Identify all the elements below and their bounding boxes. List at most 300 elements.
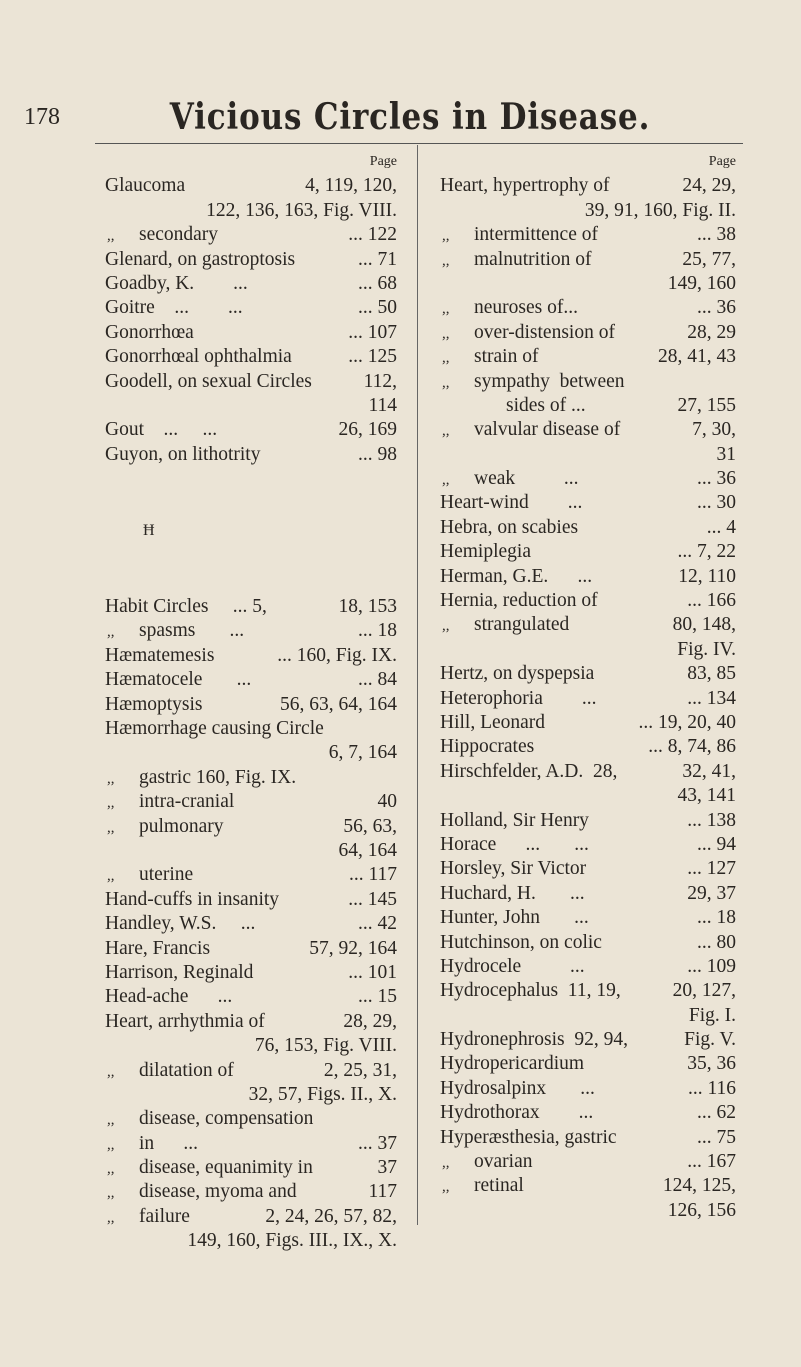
entry-pages: ... 167	[687, 1151, 736, 1173]
entry-pages: ... 30	[697, 492, 736, 514]
index-entry	[105, 1180, 397, 1204]
entry-pages: 18, 153	[338, 596, 397, 618]
entry-text: failure	[139, 1205, 190, 1227]
index-entry	[105, 443, 397, 467]
index-entry	[440, 1052, 736, 1076]
entry-text: Heart-wind ...	[440, 492, 583, 514]
entry-term	[440, 1052, 584, 1076]
index-entry	[105, 815, 397, 839]
entry-pages: 80, 148,	[672, 614, 736, 636]
ditto-mark: ,,	[107, 1136, 115, 1153]
entry-term	[440, 394, 586, 418]
index-entry	[105, 912, 397, 936]
entry-pages: 122, 136, 163, Fig. VIII.	[206, 199, 397, 221]
entry-text: neuroses of...	[474, 297, 578, 319]
entry-pages: ... 8, 74, 86	[648, 736, 736, 758]
entry-pages: 4, 119, 120,	[305, 175, 397, 197]
entry-text: Hand-cuffs in insanity	[105, 888, 280, 910]
entry-text: weak ...	[474, 468, 579, 490]
index-entry	[105, 1107, 397, 1131]
entry-pages: 39, 91, 160, Fig. II.	[584, 199, 736, 221]
index-entry	[440, 955, 736, 979]
entry-text: Hæmoptysis	[105, 693, 203, 715]
entry-term	[105, 1180, 297, 1204]
entry-pages: ... 4	[706, 516, 736, 538]
entry-pages: ... 75	[697, 1126, 736, 1148]
index-entry	[440, 321, 736, 345]
index-entry	[105, 199, 397, 223]
index-entry	[440, 857, 736, 881]
entry-term	[440, 857, 586, 881]
entry-text: disease, compensation	[139, 1108, 314, 1130]
index-entry	[440, 1174, 736, 1198]
index-entry	[440, 833, 736, 857]
ditto-mark: ,,	[442, 374, 450, 391]
entry-pages: 2, 25, 31,	[323, 1059, 397, 1081]
index-entry	[105, 1059, 397, 1083]
entry-text: disease, equanimity in	[139, 1157, 313, 1179]
index-entry	[440, 589, 736, 613]
entry-pages: ... 145	[348, 888, 397, 910]
entry-text: Hydrocephalus 11, 19,	[440, 980, 621, 1002]
entry-text: Goodell, on sexual Circles	[105, 370, 312, 392]
index-entry	[440, 345, 736, 369]
index-entry	[440, 272, 736, 296]
entry-pages: ... 122	[348, 224, 397, 246]
entry-term	[105, 888, 279, 912]
entry-pages: 56, 63, 64, 164	[280, 693, 397, 715]
header-rule	[95, 143, 743, 144]
index-entry	[440, 809, 736, 833]
entry-pages: ... 98	[358, 443, 397, 465]
entry-text: Hæmatocele ...	[105, 669, 252, 691]
entry-text: uterine	[139, 864, 194, 886]
entry-term	[440, 345, 538, 369]
entry-term	[105, 1156, 313, 1180]
index-entry	[440, 491, 736, 515]
entry-pages: 31	[716, 443, 736, 465]
entry-term	[440, 955, 585, 979]
index-entry	[440, 1199, 736, 1223]
index-entry	[440, 882, 736, 906]
index-entry	[440, 687, 736, 711]
index-entry	[105, 863, 397, 887]
entry-term	[105, 248, 295, 272]
entry-text: Hernia, reduction of	[440, 590, 598, 612]
ditto-mark: ,,	[107, 819, 115, 836]
index-entry	[440, 443, 736, 467]
entry-term	[105, 1059, 234, 1083]
entry-text: in ...	[139, 1132, 199, 1154]
entry-pages: ... 125	[348, 346, 397, 368]
entry-text: Handley, W.S. ...	[105, 913, 256, 935]
entry-text: sympathy between	[474, 370, 625, 392]
entry-text: retinal	[474, 1175, 524, 1197]
entry-pages: ... 36	[697, 297, 736, 319]
entry-pages: ... 7, 22	[677, 541, 736, 563]
ditto-mark: ,,	[442, 325, 450, 342]
index-entry	[105, 223, 397, 247]
entry-pages: ... 138	[687, 809, 736, 831]
entry-text: gastric 160, Fig. IX.	[139, 766, 297, 788]
entry-pages: 76, 153, Fig. VIII.	[254, 1035, 397, 1057]
entry-pages: 126, 156	[667, 1199, 736, 1221]
ditto-mark: ,,	[442, 1155, 450, 1172]
index-entry	[440, 467, 736, 491]
entry-term	[105, 693, 203, 717]
entry-term	[440, 1126, 617, 1150]
entry-term	[440, 760, 617, 784]
entry-pages: 28, 29,	[343, 1010, 397, 1032]
entry-pages: 25, 77,	[682, 248, 736, 270]
entry-pages: ... 50	[358, 297, 397, 319]
index-entry	[105, 985, 397, 1009]
index-entry	[105, 1205, 397, 1229]
entry-text: Herman, G.E. ...	[440, 565, 593, 587]
entry-pages: 43, 141	[677, 785, 736, 807]
entry-pages: 149, 160, Figs. III., IX., X.	[187, 1230, 397, 1252]
entry-text: Hyperæsthesia, gastric	[440, 1126, 617, 1148]
index-entry	[105, 1132, 397, 1156]
entry-term	[440, 223, 598, 247]
right-column	[440, 150, 736, 1223]
entry-text: ovarian	[474, 1151, 533, 1173]
entry-term	[105, 418, 217, 442]
entry-text: pulmonary	[139, 815, 224, 837]
entry-pages: ... 19, 20, 40	[638, 711, 736, 733]
index-entry	[440, 370, 736, 394]
entry-term	[440, 613, 569, 637]
entry-term	[440, 1101, 593, 1125]
entry-text: Hippocrates	[440, 736, 535, 758]
entry-pages: 56, 63,	[343, 815, 397, 837]
entry-pages: 32, 57, Figs. II., X.	[248, 1083, 397, 1105]
index-entry	[105, 394, 397, 418]
entry-pages: 117	[368, 1181, 397, 1203]
entry-term	[105, 595, 267, 619]
index-entry	[440, 1101, 736, 1125]
index-entry	[105, 272, 397, 296]
ditto-mark: ,,	[107, 795, 115, 812]
entry-text: intra-cranial	[139, 791, 235, 813]
entry-text: over-distension of	[474, 321, 615, 343]
index-entry	[105, 1010, 397, 1034]
index-entry	[105, 345, 397, 369]
entry-pages: 124, 125,	[662, 1175, 736, 1197]
index-entry	[105, 174, 397, 198]
index-g-entries	[105, 174, 397, 467]
entry-pages: 29, 37	[687, 882, 736, 904]
index-entry	[105, 693, 397, 717]
index-entry	[105, 937, 397, 961]
entry-text: Goadby, K. ...	[105, 272, 248, 294]
entry-pages: 7, 30,	[692, 419, 736, 441]
entry-term	[105, 1010, 265, 1034]
index-entry	[105, 1034, 397, 1058]
entry-pages: ... 42	[358, 913, 397, 935]
ditto-mark: ,,	[107, 1185, 115, 1202]
index-entry	[440, 223, 736, 247]
entry-term	[440, 321, 615, 345]
entry-pages: ... 36	[697, 468, 736, 490]
entry-pages: ... 71	[358, 248, 397, 270]
entry-term	[440, 662, 594, 686]
entry-text: strain of	[474, 346, 539, 368]
ditto-mark: ,,	[442, 618, 450, 635]
entry-text: Hydrosalpinx ...	[440, 1077, 595, 1099]
entry-pages: ... 80	[697, 931, 736, 953]
entry-text: Hydrothorax ...	[440, 1102, 594, 1124]
index-entry	[440, 711, 736, 735]
entry-term	[105, 1205, 190, 1229]
entry-text: valvular disease of	[474, 419, 621, 441]
entry-pages: 32, 41,	[682, 760, 736, 782]
index-entry	[440, 418, 736, 442]
entry-pages: ... 84	[358, 669, 397, 691]
index-entry	[440, 1077, 736, 1101]
entry-term	[105, 345, 292, 369]
entry-term	[440, 687, 597, 711]
entry-pages: ... 109	[687, 955, 736, 977]
entry-term	[105, 717, 324, 741]
ditto-mark: ,,	[107, 1063, 115, 1080]
ditto-mark: ,,	[442, 252, 450, 269]
index-entry	[105, 961, 397, 985]
column-divider	[417, 145, 418, 1225]
entry-text: Gonorrhœa	[105, 321, 194, 343]
entry-term	[440, 1174, 524, 1198]
entry-term	[105, 815, 223, 839]
index-entry	[440, 979, 736, 1003]
index-entry	[105, 1083, 397, 1107]
index-entry	[440, 394, 736, 418]
entry-text: Habit Circles ... 5,	[105, 596, 267, 618]
entry-pages: ... 38	[697, 224, 736, 246]
entry-pages: 27, 155	[677, 394, 736, 416]
index-entry	[440, 296, 736, 320]
index-entry	[440, 199, 736, 223]
entry-text: Hydrocele ...	[440, 955, 585, 977]
entry-pages: ... 68	[358, 272, 397, 294]
entry-term	[105, 174, 185, 198]
entry-term	[105, 961, 253, 985]
ditto-mark: ,,	[442, 228, 450, 245]
index-entry	[105, 790, 397, 814]
index-entry	[440, 565, 736, 589]
entry-pages: 114	[368, 394, 397, 416]
index-entry	[105, 741, 397, 765]
index-entry	[440, 516, 736, 540]
index-entry	[440, 1126, 736, 1150]
ditto-mark: ,,	[107, 624, 115, 641]
entry-term	[105, 790, 234, 814]
entry-pages: ... 15	[358, 986, 397, 1008]
ditto-mark: ,,	[107, 770, 115, 787]
entry-pages: Fig. IV.	[677, 638, 736, 660]
index-h-entries-continued	[440, 174, 736, 1223]
entry-text: Hydropericardium	[440, 1053, 585, 1075]
entry-term	[440, 491, 582, 515]
entry-term	[105, 272, 248, 296]
index-entry	[105, 1156, 397, 1180]
index-entry	[105, 296, 397, 320]
entry-term	[440, 467, 579, 491]
entry-pages: ... 18	[697, 907, 736, 929]
entry-term	[105, 1107, 313, 1131]
page-label: Page	[708, 154, 736, 169]
page-label: Page	[369, 154, 397, 169]
ditto-mark: ,,	[107, 868, 115, 885]
entry-pages: ... 160, Fig. IX.	[277, 644, 397, 666]
entry-term	[105, 985, 232, 1009]
entry-pages: ... 18	[358, 620, 397, 642]
entry-text: Huchard, H. ...	[440, 882, 585, 904]
entry-pages: 83, 85	[687, 663, 736, 685]
index-entry	[105, 644, 397, 668]
entry-text: malnutrition of	[474, 248, 592, 270]
entry-term	[105, 912, 255, 936]
entry-term	[440, 1028, 628, 1052]
index-entry	[105, 717, 397, 741]
index-entry	[105, 619, 397, 643]
entry-pages: ... 166	[687, 590, 736, 612]
entry-text: Hunter, John ...	[440, 907, 589, 929]
entry-text: Horace ... ...	[440, 833, 589, 855]
entry-pages: ... 94	[697, 833, 736, 855]
entry-text: Hæmatemesis	[105, 644, 215, 666]
entry-text: Hirschfelder, A.D. 28,	[440, 760, 618, 782]
entry-term	[440, 906, 589, 930]
entry-text: Horsley, Sir Victor	[440, 858, 587, 880]
index-entry	[440, 931, 736, 955]
entry-term	[105, 863, 193, 887]
ditto-mark: ,,	[442, 472, 450, 489]
entry-term	[440, 882, 585, 906]
entry-text: Hill, Leonard	[440, 711, 546, 733]
section-h-ornament	[105, 467, 397, 595]
index-entry	[440, 1004, 736, 1028]
entry-text: Hare, Francis	[105, 937, 211, 959]
entry-text: Holland, Sir Henry	[440, 809, 589, 831]
ditto-mark: ,,	[107, 1161, 115, 1178]
entry-pages: ... 116	[687, 1077, 736, 1099]
left-column	[105, 150, 397, 1254]
entry-term	[440, 735, 534, 759]
entry-text: Glaucoma	[105, 175, 186, 197]
entry-pages: 149, 160	[667, 272, 736, 294]
index-entry	[105, 418, 397, 442]
entry-term	[105, 644, 214, 668]
entry-term	[440, 516, 578, 540]
entry-text: dilatation of	[139, 1059, 234, 1081]
entry-text: Gout ... ...	[105, 419, 218, 441]
entry-pages: ... 107	[348, 321, 397, 343]
entry-text: Hydronephrosis 92, 94,	[440, 1029, 628, 1051]
ditto-mark: ,,	[442, 301, 450, 318]
index-entry	[440, 1028, 736, 1052]
index-entry	[440, 784, 736, 808]
entry-text: Heart, arrhythmia of	[105, 1010, 265, 1032]
entry-term	[105, 766, 296, 790]
entry-text: disease, myoma and	[139, 1181, 297, 1203]
entry-term	[440, 809, 589, 833]
entry-term	[105, 937, 210, 961]
index-entry	[440, 174, 736, 198]
entry-pages: 40	[377, 791, 397, 813]
index-entry	[105, 248, 397, 272]
entry-text: Head-ache ...	[105, 986, 233, 1008]
entry-pages: Fig. V.	[684, 1029, 736, 1051]
entry-term	[440, 370, 625, 394]
entry-term	[440, 589, 598, 613]
section-mark: Ħ	[143, 522, 155, 540]
entry-pages: 28, 41, 43	[658, 346, 736, 368]
entry-text: Gonorrhœal ophthalmia	[105, 346, 292, 368]
index-entry	[105, 595, 397, 619]
entry-term	[440, 979, 621, 1003]
entry-text: strangulated	[474, 614, 570, 636]
index-entry	[440, 735, 736, 759]
running-title: Vicious Circles in Disease.	[169, 96, 651, 138]
entry-term	[440, 1077, 595, 1101]
entry-pages: 64, 164	[338, 839, 397, 861]
entry-pages: ... 37	[358, 1132, 397, 1154]
ditto-mark: ,,	[442, 423, 450, 440]
entry-pages: 57, 92, 164	[309, 937, 397, 959]
entry-text: Goitre ... ...	[105, 297, 243, 319]
index-entry	[105, 1229, 397, 1253]
index-entry	[440, 906, 736, 930]
entry-text: intermittence of	[474, 224, 598, 246]
index-entry	[105, 370, 397, 394]
entry-text: Heart, hypertrophy of	[440, 175, 610, 197]
index-entry	[105, 668, 397, 692]
entry-text: Harrison, Reginald	[105, 961, 254, 983]
entry-text: Hemiplegia	[440, 541, 531, 563]
entry-text: sides of ...	[506, 394, 586, 416]
index-h-entries	[105, 595, 397, 1254]
index-entry	[105, 888, 397, 912]
entry-pages: 112,	[363, 370, 397, 392]
entry-term	[440, 931, 602, 955]
index-entry	[440, 760, 736, 784]
entry-pages: 12, 110	[678, 565, 736, 587]
index-entry	[440, 638, 736, 662]
entry-term	[105, 223, 218, 247]
entry-text: secondary	[139, 224, 219, 246]
entry-pages: 24, 29,	[682, 175, 736, 197]
ditto-mark: ,,	[107, 228, 115, 245]
index-entry	[440, 540, 736, 564]
entry-term	[105, 296, 243, 320]
entry-term	[105, 443, 260, 467]
page-number: 178	[24, 104, 60, 130]
entry-pages: ... 127	[687, 858, 736, 880]
entry-term	[440, 565, 592, 589]
entry-term	[105, 1132, 198, 1156]
entry-text: Hertz, on dyspepsia	[440, 663, 595, 685]
entry-pages: ... 62	[697, 1102, 736, 1124]
entry-term	[440, 711, 545, 735]
index-entry	[105, 321, 397, 345]
index-entry	[440, 1150, 736, 1174]
entry-pages: 37	[377, 1157, 397, 1179]
entry-pages: 28, 29	[687, 321, 736, 343]
entry-term	[440, 248, 592, 272]
entry-term	[440, 1150, 532, 1174]
entry-pages: ... 101	[348, 961, 397, 983]
entry-text: Hæmorrhage causing Circle	[105, 718, 324, 740]
